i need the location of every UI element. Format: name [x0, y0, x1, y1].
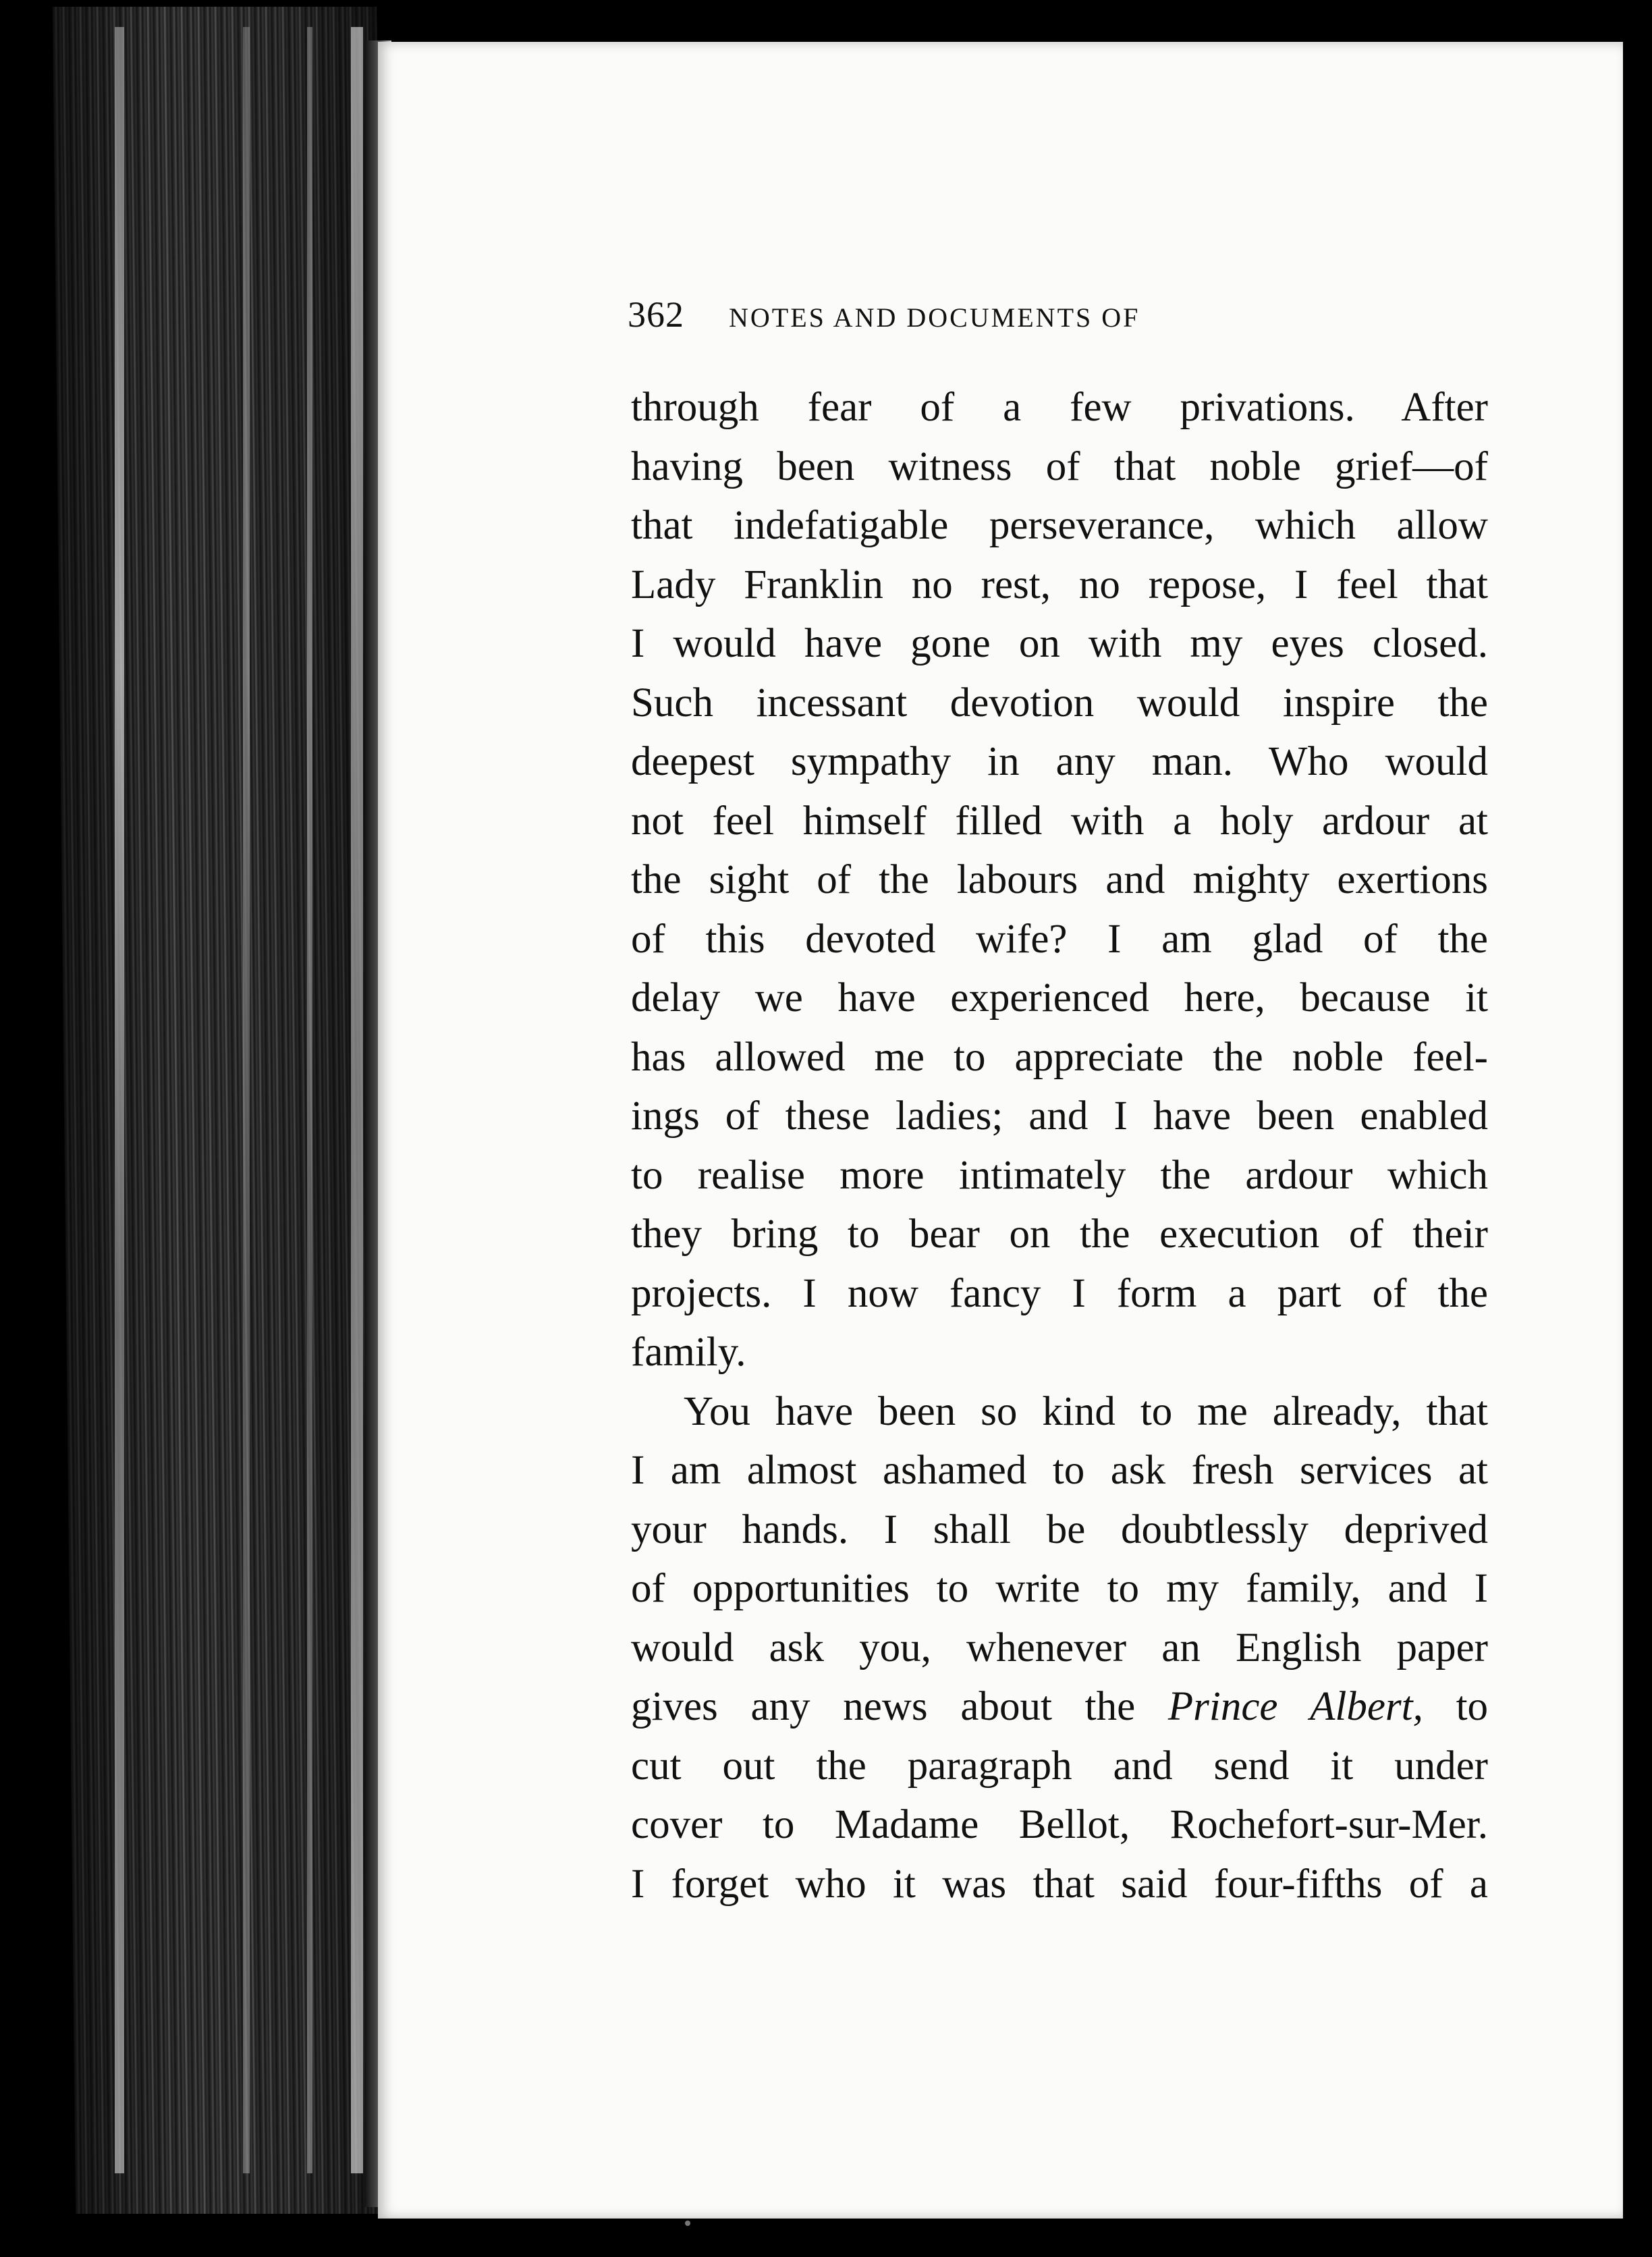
text-line: delay we have experienced here, because it — [631, 975, 1488, 1021]
text-line: I forget who it was that said four-fifths of a — [631, 1861, 1488, 1907]
text-line: projects. I now fancy I form a part of the — [631, 1270, 1488, 1316]
text-run: gives any news about the — [631, 1684, 1136, 1729]
paper-speck — [685, 2221, 690, 2226]
text-line: ings of these ladies; and I have been enabled — [631, 1093, 1488, 1139]
page-number: 362 — [628, 294, 684, 335]
text-line: having been witness of that noble grief—of — [631, 443, 1488, 489]
text-line: of opportunities to write to my family, and I — [631, 1566, 1488, 1611]
italic-ship-name: Prince Albert, — [1167, 1684, 1423, 1729]
page-header — [628, 294, 1302, 335]
text-line-with-italic — [631, 1677, 1488, 1737]
text-line: deepest sympathy in any man. Who would — [631, 739, 1488, 784]
text-line: would ask you, whenever an English paper — [631, 1625, 1488, 1670]
text-line: cut out the paragraph and send it under — [631, 1743, 1488, 1789]
text-line: I am almost ashamed to ask fresh services at — [631, 1448, 1488, 1493]
text-line: through fear of a few privations. After — [631, 385, 1488, 430]
text-line: cover to Madame Bellot, Rochefort-sur-Mer. — [631, 1802, 1488, 1847]
page-edge-highlight — [115, 27, 124, 2173]
text-line: of this devoted wife? I am glad of the — [631, 916, 1488, 962]
text-line: Such incessant devotion would inspire the — [631, 680, 1488, 726]
text-line: family. — [631, 1330, 746, 1375]
running-head: NOTES AND DOCUMENTS OF — [729, 302, 1140, 333]
page-edge-highlight — [307, 27, 312, 2173]
text-line: your hands. I shall be doubtlessly deprived — [631, 1506, 1488, 1552]
page-edge-highlight — [351, 27, 363, 2173]
text-line: that indefatigable perseverance, which allow — [631, 503, 1488, 548]
text-line: Lady Franklin no rest, no repose, I feel that — [631, 562, 1488, 607]
text-line: not feel himself filled with a holy ardour at — [631, 798, 1488, 844]
text-line: to realise more intimately the ardour which — [631, 1152, 1488, 1198]
text-line: You have been so kind to me already, that — [684, 1388, 1488, 1434]
text-line: I would have gone on with my eyes closed. — [631, 621, 1488, 666]
book-page-edges — [53, 7, 400, 2214]
page-edge-highlight — [243, 27, 250, 2173]
text-line: they bring to bear on the execution of their — [631, 1212, 1488, 1257]
text-run: to — [1456, 1684, 1489, 1729]
text-line: has allowed me to appreciate the noble feel- — [631, 1034, 1488, 1080]
text-line: the sight of the labours and mighty exertions — [631, 857, 1488, 902]
body-text — [631, 378, 1488, 1913]
